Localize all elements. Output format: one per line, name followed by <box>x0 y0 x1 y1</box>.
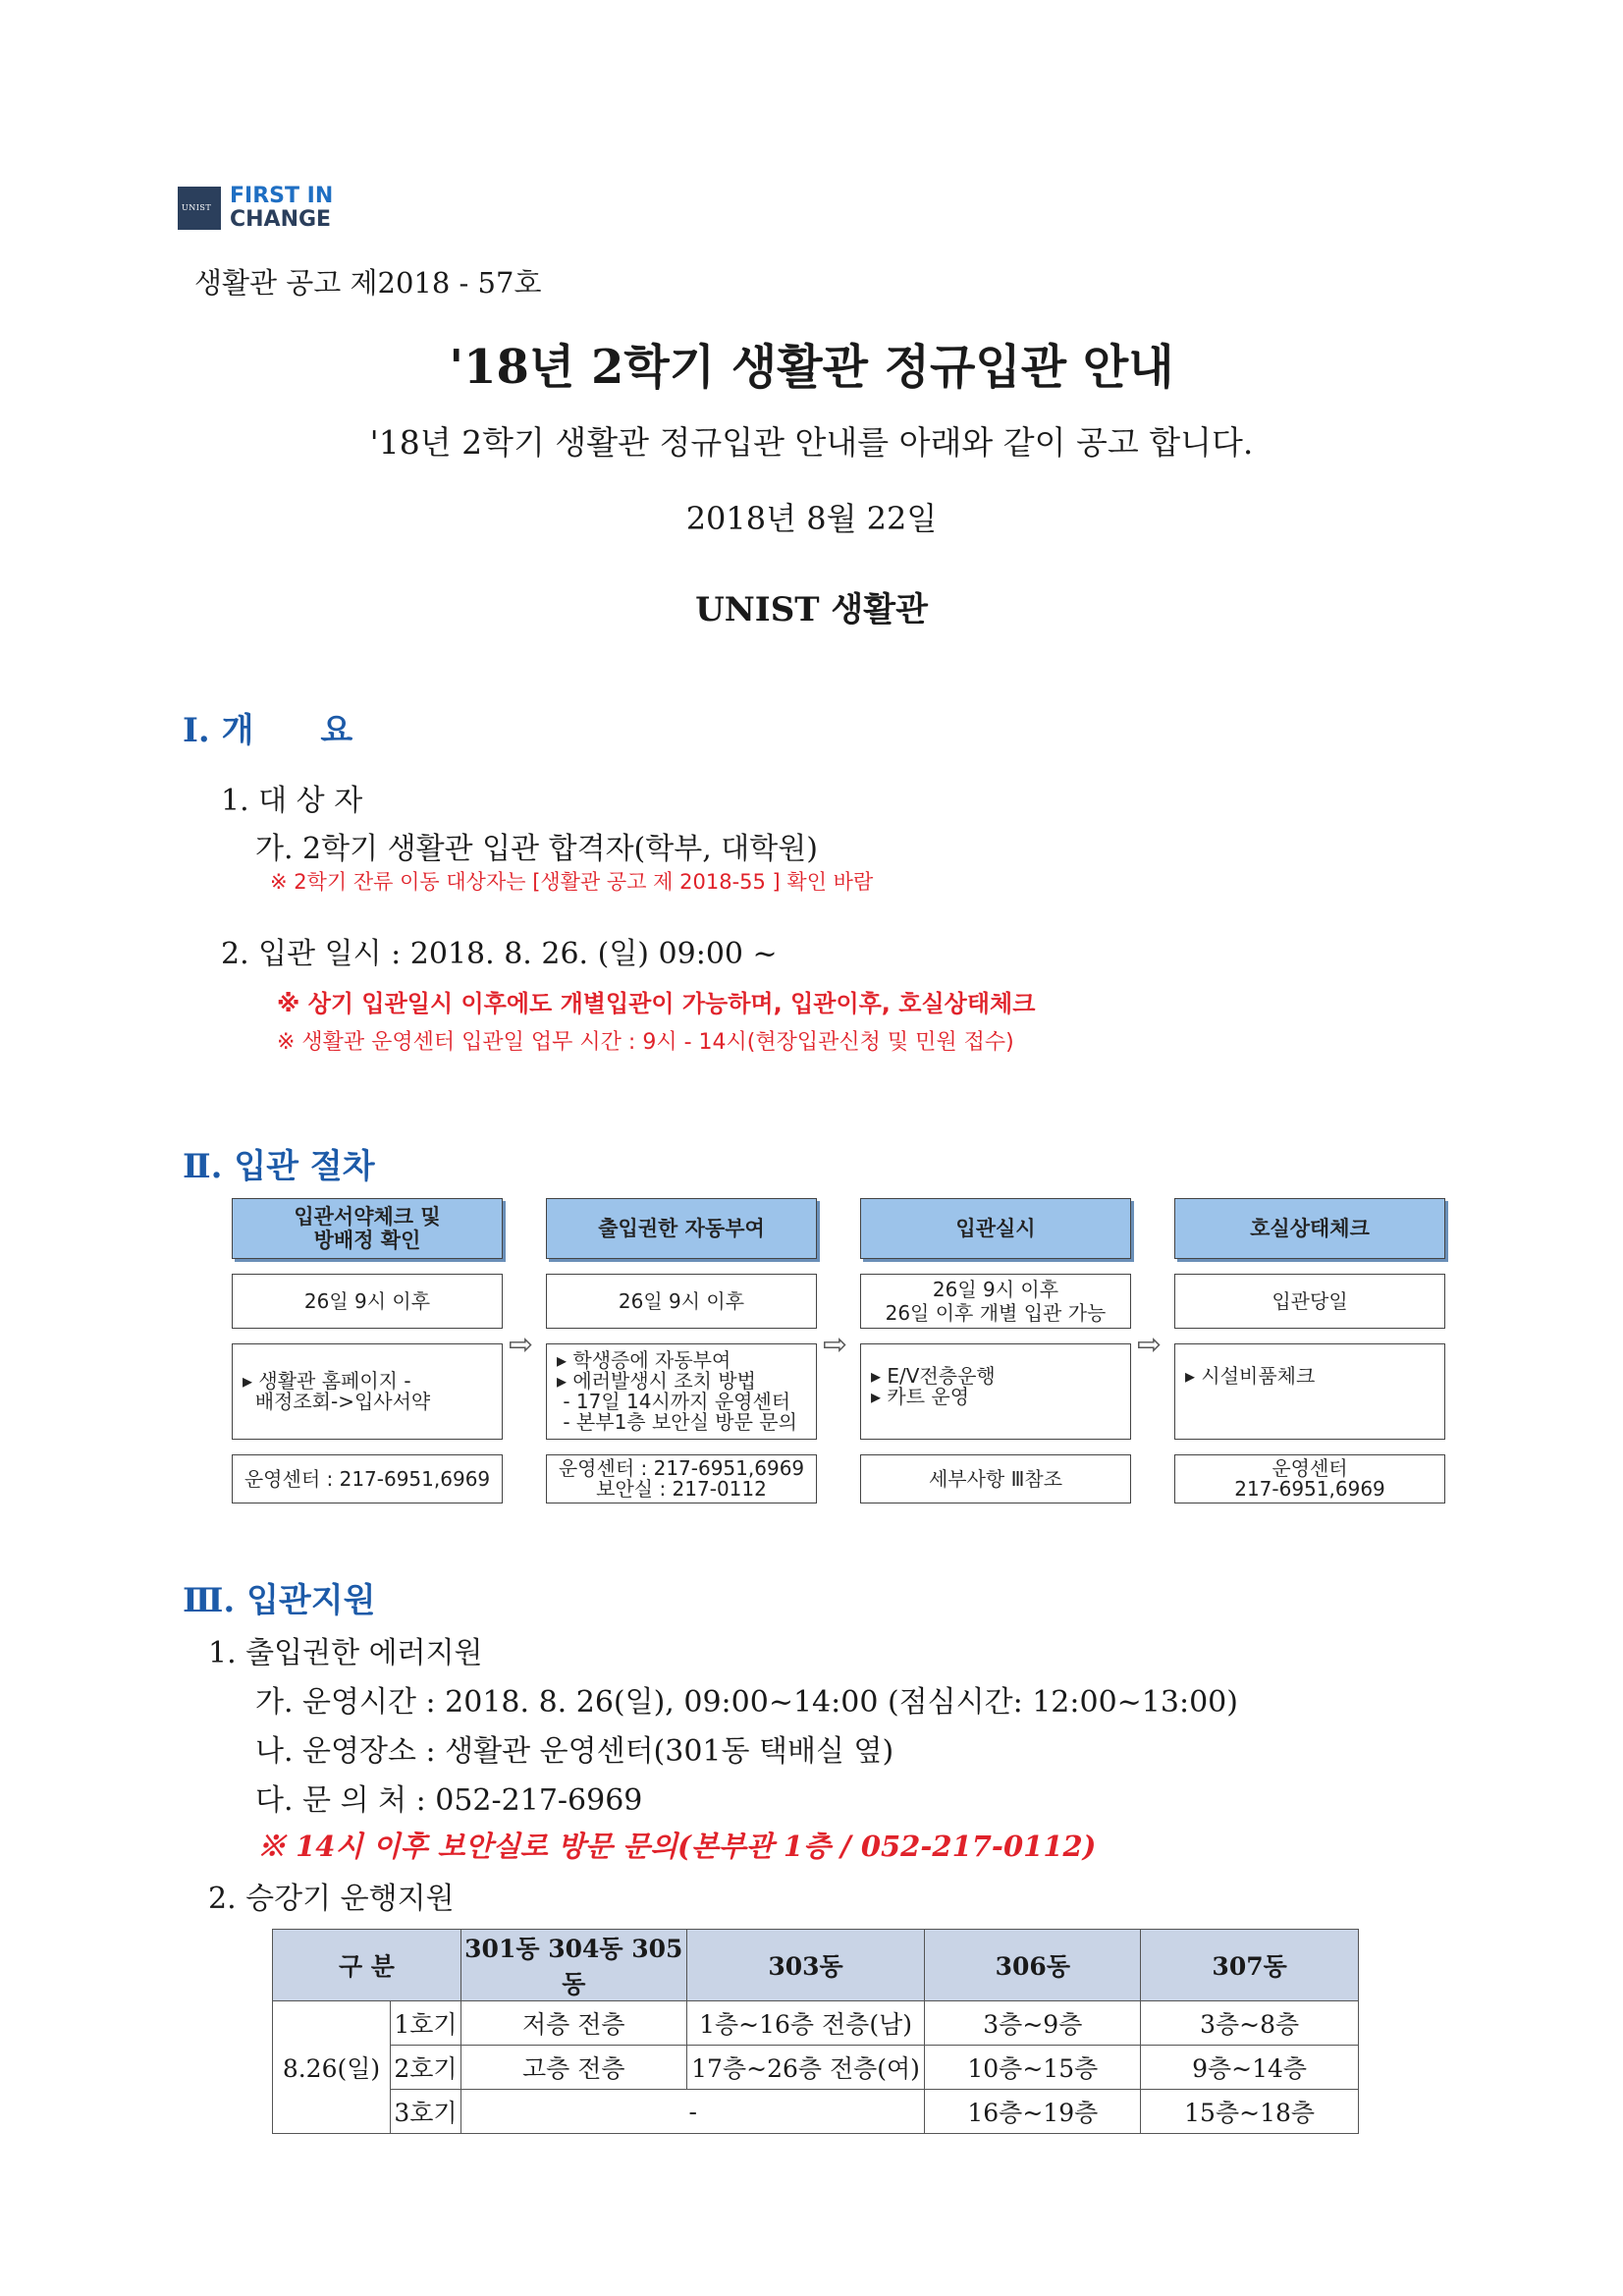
step1-title: 입관서약체크 및 방배정 확인 <box>232 1198 503 1259</box>
table-cell: 15층~18층 <box>1141 2090 1359 2134</box>
table-cell: 10층~15층 <box>925 2046 1141 2090</box>
section3-item1-b: 나. 운영장소 : 생활관 운영센터(301동 택배실 옆) <box>255 1734 894 1769</box>
table-header-cell: 307동 <box>1141 1930 1359 2001</box>
section3-item1-c: 다. 문 의 처 : 052-217-6969 <box>255 1783 643 1818</box>
step4-contact: 운영센터 217-6951,6969 <box>1174 1454 1445 1503</box>
logo-line2: CHANGE <box>230 207 332 232</box>
table-row <box>273 2090 1359 2134</box>
table-row <box>273 2046 1359 2090</box>
step4-time: 입관당일 <box>1174 1274 1445 1329</box>
section1-item1-sub: 가. 2학기 생활관 입관 합격자(학부, 대학원) <box>255 832 818 866</box>
logo-mark-text: UNIST <box>182 203 212 212</box>
table-cell: 1호기 <box>390 2001 460 2046</box>
step2-time: 26일 9시 이후 <box>546 1274 817 1329</box>
table-header-cell: 구 분 <box>273 1930 461 2001</box>
section1-item2-note2: ※ 생활관 운영센터 입관일 업무 시간 : 9시 - 14시(현장입관신청 및 민원 접수) <box>277 1030 1014 1055</box>
step2-details: ▸ 학생증에 자동부여 ▸ 에러발생시 조치 방법 - 17일 14시까지 운영센터 - 본부1층 보안실 방문 문의 <box>546 1343 817 1440</box>
step2-title: 출입권한 자동부여 <box>546 1198 817 1259</box>
step2-contact: 운영센터 : 217-6951,6969 보안실 : 217-0112 <box>546 1454 817 1503</box>
table-cell: 고층 전층 <box>460 2046 686 2090</box>
section1-item2-note1: ※ 상기 입관일시 이후에도 개별입관이 가능하며, 입관이후, 호실상태체크 <box>277 990 1036 1017</box>
section3-item1-note: ※ 14시 이후 보안실로 방문 문의(본부관 1층 / 052-217-0112) <box>257 1830 1097 1863</box>
page-title: '18년 2학기 생활관 정규입관 안내 <box>449 340 1174 395</box>
table-cell: 3층~9층 <box>925 2001 1141 2046</box>
arrow-right-icon: ⇨ <box>509 1328 534 1362</box>
table-cell: 9층~14층 <box>1141 2046 1359 2090</box>
arrow-right-icon: ⇨ <box>823 1328 848 1362</box>
step1-time: 26일 9시 이후 <box>232 1274 503 1329</box>
section3-item1-label: 1. 출입권한 에러지원 <box>208 1636 483 1670</box>
elevator-table <box>272 1929 1359 2134</box>
unist-logo-mark <box>178 187 221 230</box>
step4-title: 호실상태체크 <box>1174 1198 1445 1259</box>
section3-item2-label: 2. 승강기 운행지원 <box>208 1882 455 1916</box>
step1-contact: 운영센터 : 217-6951,6969 <box>232 1454 503 1503</box>
section3-heading: Ⅲ. 입관지원 <box>183 1581 376 1620</box>
section3-item1-a: 가. 운영시간 : 2018. 8. 26(일), 09:00~14:00 (점심시간: 12:00~13:00) <box>255 1685 1238 1720</box>
table-cell: 저층 전층 <box>460 2001 686 2046</box>
section1-heading: Ⅰ. 개 요 <box>183 711 353 750</box>
arrow-right-icon: ⇨ <box>1137 1328 1163 1362</box>
table-cell: 1층~16층 전층(남) <box>686 2001 925 2046</box>
table-header-row <box>273 1930 1359 2001</box>
section1-item1-label: 1. 대 상 자 <box>221 784 363 818</box>
step1-details: ▸ 생활관 홈페이지 - 배정조회->입사서약 <box>232 1343 503 1440</box>
table-day-cell: 8.26(일) <box>273 2001 391 2134</box>
page-subtitle: '18년 2학기 생활관 정규입관 안내를 아래와 같이 공고 합니다. <box>369 423 1254 462</box>
table-cell: 3층~8층 <box>1141 2001 1359 2046</box>
notice-number: 생활관 공고 제2018 - 57호 <box>194 266 542 300</box>
logo-slogan <box>230 185 333 232</box>
step3-contact: 세부사항 Ⅲ참조 <box>860 1454 1131 1503</box>
step3-time: 26일 9시 이후 26일 이후 개별 입관 가능 <box>860 1274 1131 1329</box>
notice-date: 2018년 8월 22일 <box>685 500 938 537</box>
table-header-cell: 301동 304동 305동 <box>460 1930 686 2001</box>
table-cell: 16층~19층 <box>925 2090 1141 2134</box>
step4-details: ▸ 시설비품체크 <box>1174 1343 1445 1440</box>
table-header-cell: 303동 <box>686 1930 925 2001</box>
table-header-cell: 306동 <box>925 1930 1141 2001</box>
table-row <box>273 2001 1359 2046</box>
section2-heading: Ⅱ. 입관 절차 <box>183 1147 375 1186</box>
table-cell: - <box>460 2090 925 2134</box>
table-cell: 3호기 <box>390 2090 460 2134</box>
section1-item2-label: 2. 입관 일시 : 2018. 8. 26. (일) 09:00 ~ <box>221 937 778 971</box>
step3-title: 입관실시 <box>860 1198 1131 1259</box>
organization: UNIST 생활관 <box>695 590 928 629</box>
table-cell: 17층~26층 전층(여) <box>686 2046 925 2090</box>
step3-details: ▸ E/V전층운행 ▸ 카트 운영 <box>860 1343 1131 1440</box>
table-cell: 2호기 <box>390 2046 460 2090</box>
section1-item1-note: ※ 2학기 잔류 이동 대상자는 [생활관 공고 제 2018-55 ] 확인 바람 <box>270 870 874 894</box>
logo-line1: FIRST IN <box>230 184 334 208</box>
